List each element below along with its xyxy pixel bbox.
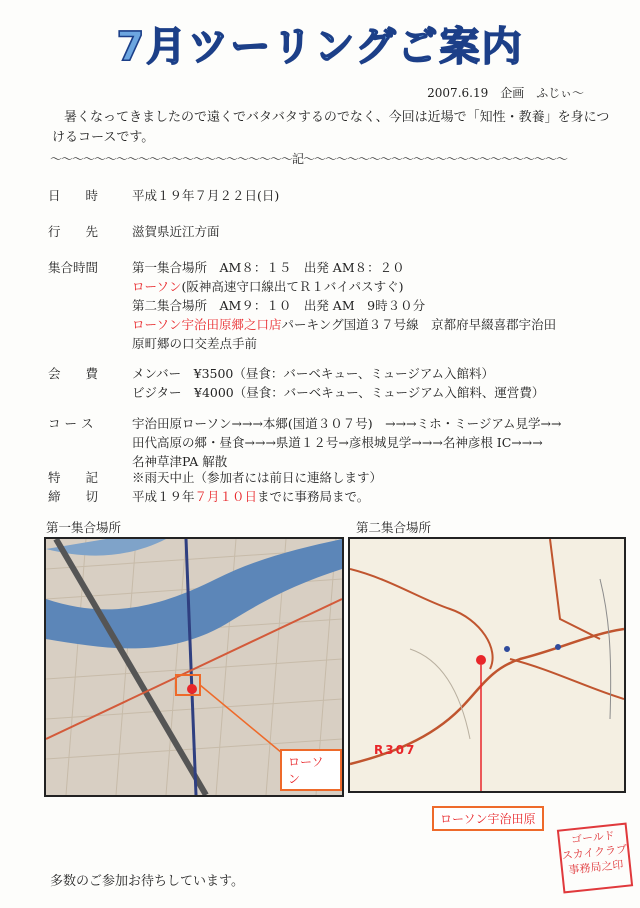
meeting-label: 集合時間 — [48, 260, 99, 275]
fee-label: 会 費 — [48, 366, 99, 381]
destination-value: 滋賀県近江方面 — [132, 224, 220, 239]
first-meeting-map — [44, 537, 344, 797]
deadline-label: 締 切 — [48, 489, 99, 504]
intro-paragraph: 暑くなってきましたので遠くでバタバタするのでなく、今回は近場で「知性・教養」を身につけるコースです。 — [52, 110, 610, 145]
closing-message: 多数のご参加お待ちしています。 — [50, 874, 244, 889]
course-line-1: 宇治田原ローソン→→→本郷(国道３０７号) →→→ミホ・ミージアム見学→→ — [132, 416, 562, 431]
deadline-suffix: までに事務局まで。 — [257, 489, 370, 504]
meeting-second-place-cont: 原町郷の口交差点手前 — [132, 336, 258, 351]
first-place-note: (阪神高速守口線出てＲ１バイパスすぐ) — [181, 279, 404, 294]
deadline-prefix: 平成１９年 — [132, 489, 195, 504]
fee-details — [132, 364, 632, 402]
course-label: コ ー ス — [48, 416, 94, 431]
meeting-details — [132, 258, 632, 353]
fee-visitor: ビジター ¥4000（昼食：バーベキュー、ミュージアム入館料、運営費） — [132, 385, 545, 400]
divider-line: 〜〜〜〜〜〜〜〜〜〜〜〜〜〜〜〜〜〜〜〜〜〜記〜〜〜〜〜〜〜〜〜〜〜〜〜〜〜〜〜〜〜〜〜〜〜〜 — [50, 152, 568, 166]
office-seal-stamp — [557, 823, 633, 894]
second-place-name: ローソン宇治田原郷之口店 — [132, 317, 282, 332]
fee-member: メンバー ¥3500（昼食：バーベキュー、ミュージアム入館料） — [132, 366, 495, 381]
deadline-value — [132, 487, 632, 506]
map2-caption: 第二集合場所 — [356, 520, 432, 535]
stamp-line-3: 事務局之印 — [567, 858, 625, 877]
page-title — [80, 18, 560, 70]
map2-callout: ローソン宇治田原 — [432, 806, 544, 831]
date-value: 平成１９年７月２２日(日) — [132, 188, 280, 203]
note-value: ※雨天中止（参加者には前日に連絡します） — [132, 470, 383, 485]
map2-road-label: R307 — [374, 743, 417, 757]
date-label: 日 時 — [48, 188, 99, 203]
meeting-second-place — [132, 315, 632, 334]
map1-callout: ローソン — [280, 749, 342, 791]
second-meeting-map — [348, 537, 626, 793]
destination-label: 行 先 — [48, 224, 99, 239]
course-line-3: 名神草津PA 解散 — [132, 454, 228, 469]
meeting-second-line: 第二集合場所 AM９：１０ 出発 AM 9時３０分 — [132, 298, 426, 313]
author-line: 2007.6.19 企画 ふじぃ〜 — [427, 86, 584, 100]
second-place-note: パーキング国道３７号線 京都府早綴喜郡宇治田 — [281, 317, 557, 332]
course-line-2: 田代高原の郷・昼食→→→県道１２号→彦根城見学→→→名神彦根 IC→→→ — [132, 435, 543, 450]
first-place-name: ローソン — [132, 279, 182, 294]
map1-caption: 第一集合場所 — [46, 520, 122, 535]
course-details — [132, 414, 632, 471]
meeting-first-line: 第一集合場所 AM８：１５ 出発 AM８：２０ — [132, 260, 405, 275]
meeting-first-place — [132, 277, 632, 296]
title-text: 7月ツーリングご案内 — [116, 24, 524, 70]
stamp-line-1: ゴールド — [570, 828, 616, 847]
stamp-line-2: スカイクラブ — [561, 842, 628, 863]
deadline-date: ７月１０日 — [194, 489, 258, 504]
note-label: 特 記 — [48, 470, 99, 485]
title-graphic — [80, 18, 560, 70]
